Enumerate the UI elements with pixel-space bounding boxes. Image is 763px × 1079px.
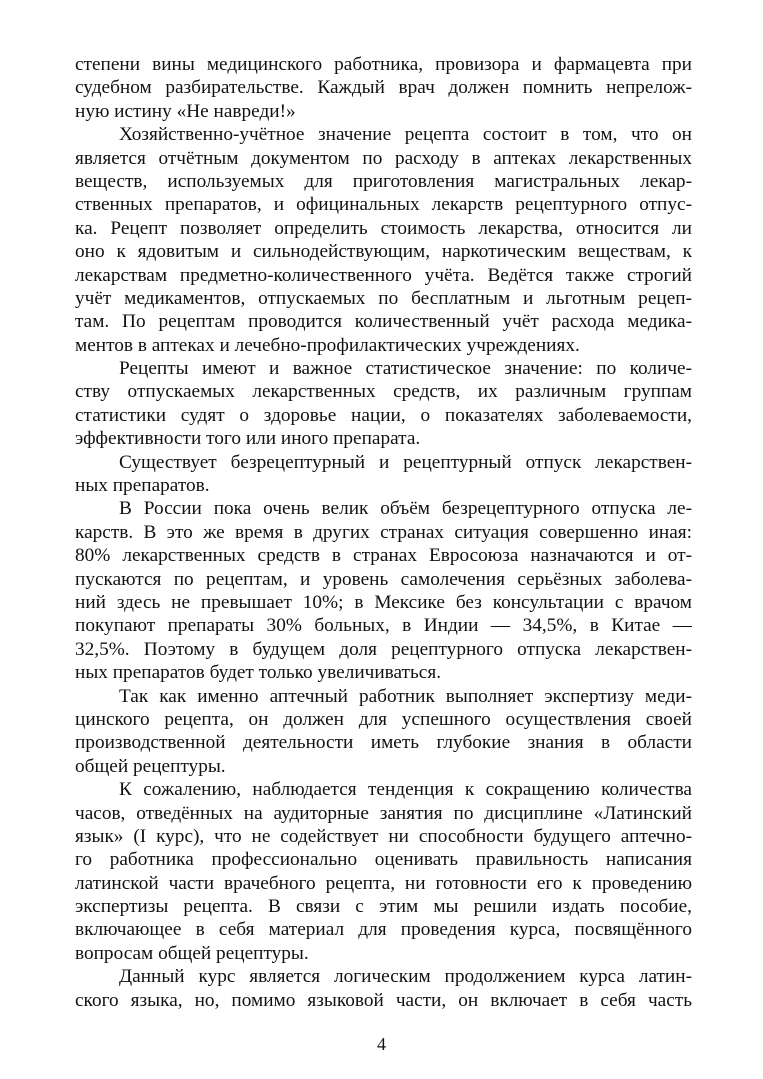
text-line: ных препаратов. bbox=[75, 475, 210, 497]
text-line: В России пока очень велик объём безрецептурного отпуска ле- bbox=[119, 498, 692, 520]
text-line: лекарствам предметно-количественного учёта. Ведётся также строгий bbox=[75, 264, 692, 286]
text-line: 80% лекарственных средств в странах Евросоюза назначаются и от- bbox=[75, 545, 692, 567]
text-line: 32,5%. Поэтому в будущем доля рецептурного отпуска лекарствен- bbox=[75, 638, 692, 660]
text-line: ных препаратов будет только увеличиваться. bbox=[75, 662, 442, 684]
text-line: цинского рецепта, он должен для успешного осуществления своей bbox=[75, 708, 692, 730]
paragraph bbox=[75, 357, 692, 451]
text-line: ского языка, но, помимо языковой части, он включает в себя часть bbox=[75, 989, 692, 1011]
text-line: экспертизы рецепта. В связи с этим мы решили издать пособие, bbox=[75, 896, 692, 918]
text-line: Так как именно аптечный работник выполняет экспертизу меди- bbox=[119, 685, 692, 707]
paragraph bbox=[75, 497, 692, 684]
text-line: учёт медикаментов, отпускаемых по бесплатным и льготным рецеп- bbox=[75, 287, 692, 309]
paragraph bbox=[75, 53, 692, 123]
text-line: оно к ядовитым и сильнодействующим, наркотическим веществам, к bbox=[75, 241, 692, 263]
text-line: К сожалению, наблюдается тенденция к сокращению количества bbox=[119, 779, 692, 801]
text-line: судебном разбирательстве. Каждый врач должен помнить непрелож- bbox=[75, 77, 692, 99]
text-line: общей рецептуры. bbox=[75, 755, 226, 777]
text-line: является отчётным документом по расходу в аптеках лекарственных bbox=[75, 147, 692, 169]
text-line: Существует безрецептурный и рецептурный отпуск лекарствен- bbox=[119, 451, 692, 473]
text-line: ний здесь не превышает 10%; в Мексике без консультации с врачом bbox=[75, 591, 692, 613]
text-line: вопросам общей рецептуры. bbox=[75, 942, 309, 964]
text-line: степени вины медицинского работника, провизора и фармацевта при bbox=[75, 54, 692, 75]
text-line: Данный курс является логическим продолжением курса латин- bbox=[119, 966, 692, 988]
text-line: там. По рецептам проводится количественный учёт расхода медика- bbox=[75, 311, 692, 333]
text-line: ка. Рецепт позволяет определить стоимость лекарства, относится ли bbox=[75, 217, 692, 239]
text-line: часов, отведённых на аудиторные занятия по дисциплине «Латинский bbox=[75, 802, 692, 824]
page-body bbox=[75, 53, 692, 1012]
paragraph bbox=[75, 451, 692, 498]
text-line: пускаются по рецептам, и уровень самолечения серьёзных заболева- bbox=[75, 568, 692, 590]
text-line: производственной деятельности иметь глубокие знания в области bbox=[75, 732, 692, 754]
text-line: ную истину «Не навреди!» bbox=[75, 100, 296, 122]
text-line: Рецепты имеют и важное статистическое значение: по количе- bbox=[119, 358, 692, 380]
text-line: язык» (I курс), что не содействует ни способности будущего аптечно- bbox=[75, 825, 692, 847]
text-line: ментов в аптеках и лечебно-профилактических учреждениях. bbox=[75, 334, 580, 356]
text-line: ству отпускаемых лекарственных средств, их различным группам bbox=[75, 381, 692, 403]
paragraph bbox=[75, 123, 692, 357]
text-line: латинской части врачебного рецепта, ни готовности его к проведению bbox=[75, 872, 692, 894]
text-line: карств. В это же время в других странах ситуация совершенно иная: bbox=[75, 521, 692, 543]
text-line: веществ, используемых для приготовления магистральных лекар- bbox=[75, 170, 692, 192]
text-line: включающее в себя материал для проведения курса, посвящённого bbox=[75, 919, 692, 941]
text-line: эффективности того или иного препарата. bbox=[75, 428, 421, 450]
text-line: статистики судят о здоровье нации, о показателях заболеваемости, bbox=[75, 404, 692, 426]
text-line: ственных препаратов, и официнальных лекарств рецептурного отпус- bbox=[75, 194, 692, 216]
text-line: го работника профессионально оценивать правильность написания bbox=[75, 849, 692, 871]
paragraph bbox=[75, 965, 692, 1012]
page-number: 4 bbox=[377, 1034, 386, 1054]
text-line: Хозяйственно-учётное значение рецепта состоит в том, что он bbox=[119, 124, 692, 146]
paragraph bbox=[75, 685, 692, 779]
text-line: покупают препараты 30% больных, в Индии — 34,5%, в Китае — bbox=[75, 615, 692, 637]
paragraph bbox=[75, 778, 692, 965]
